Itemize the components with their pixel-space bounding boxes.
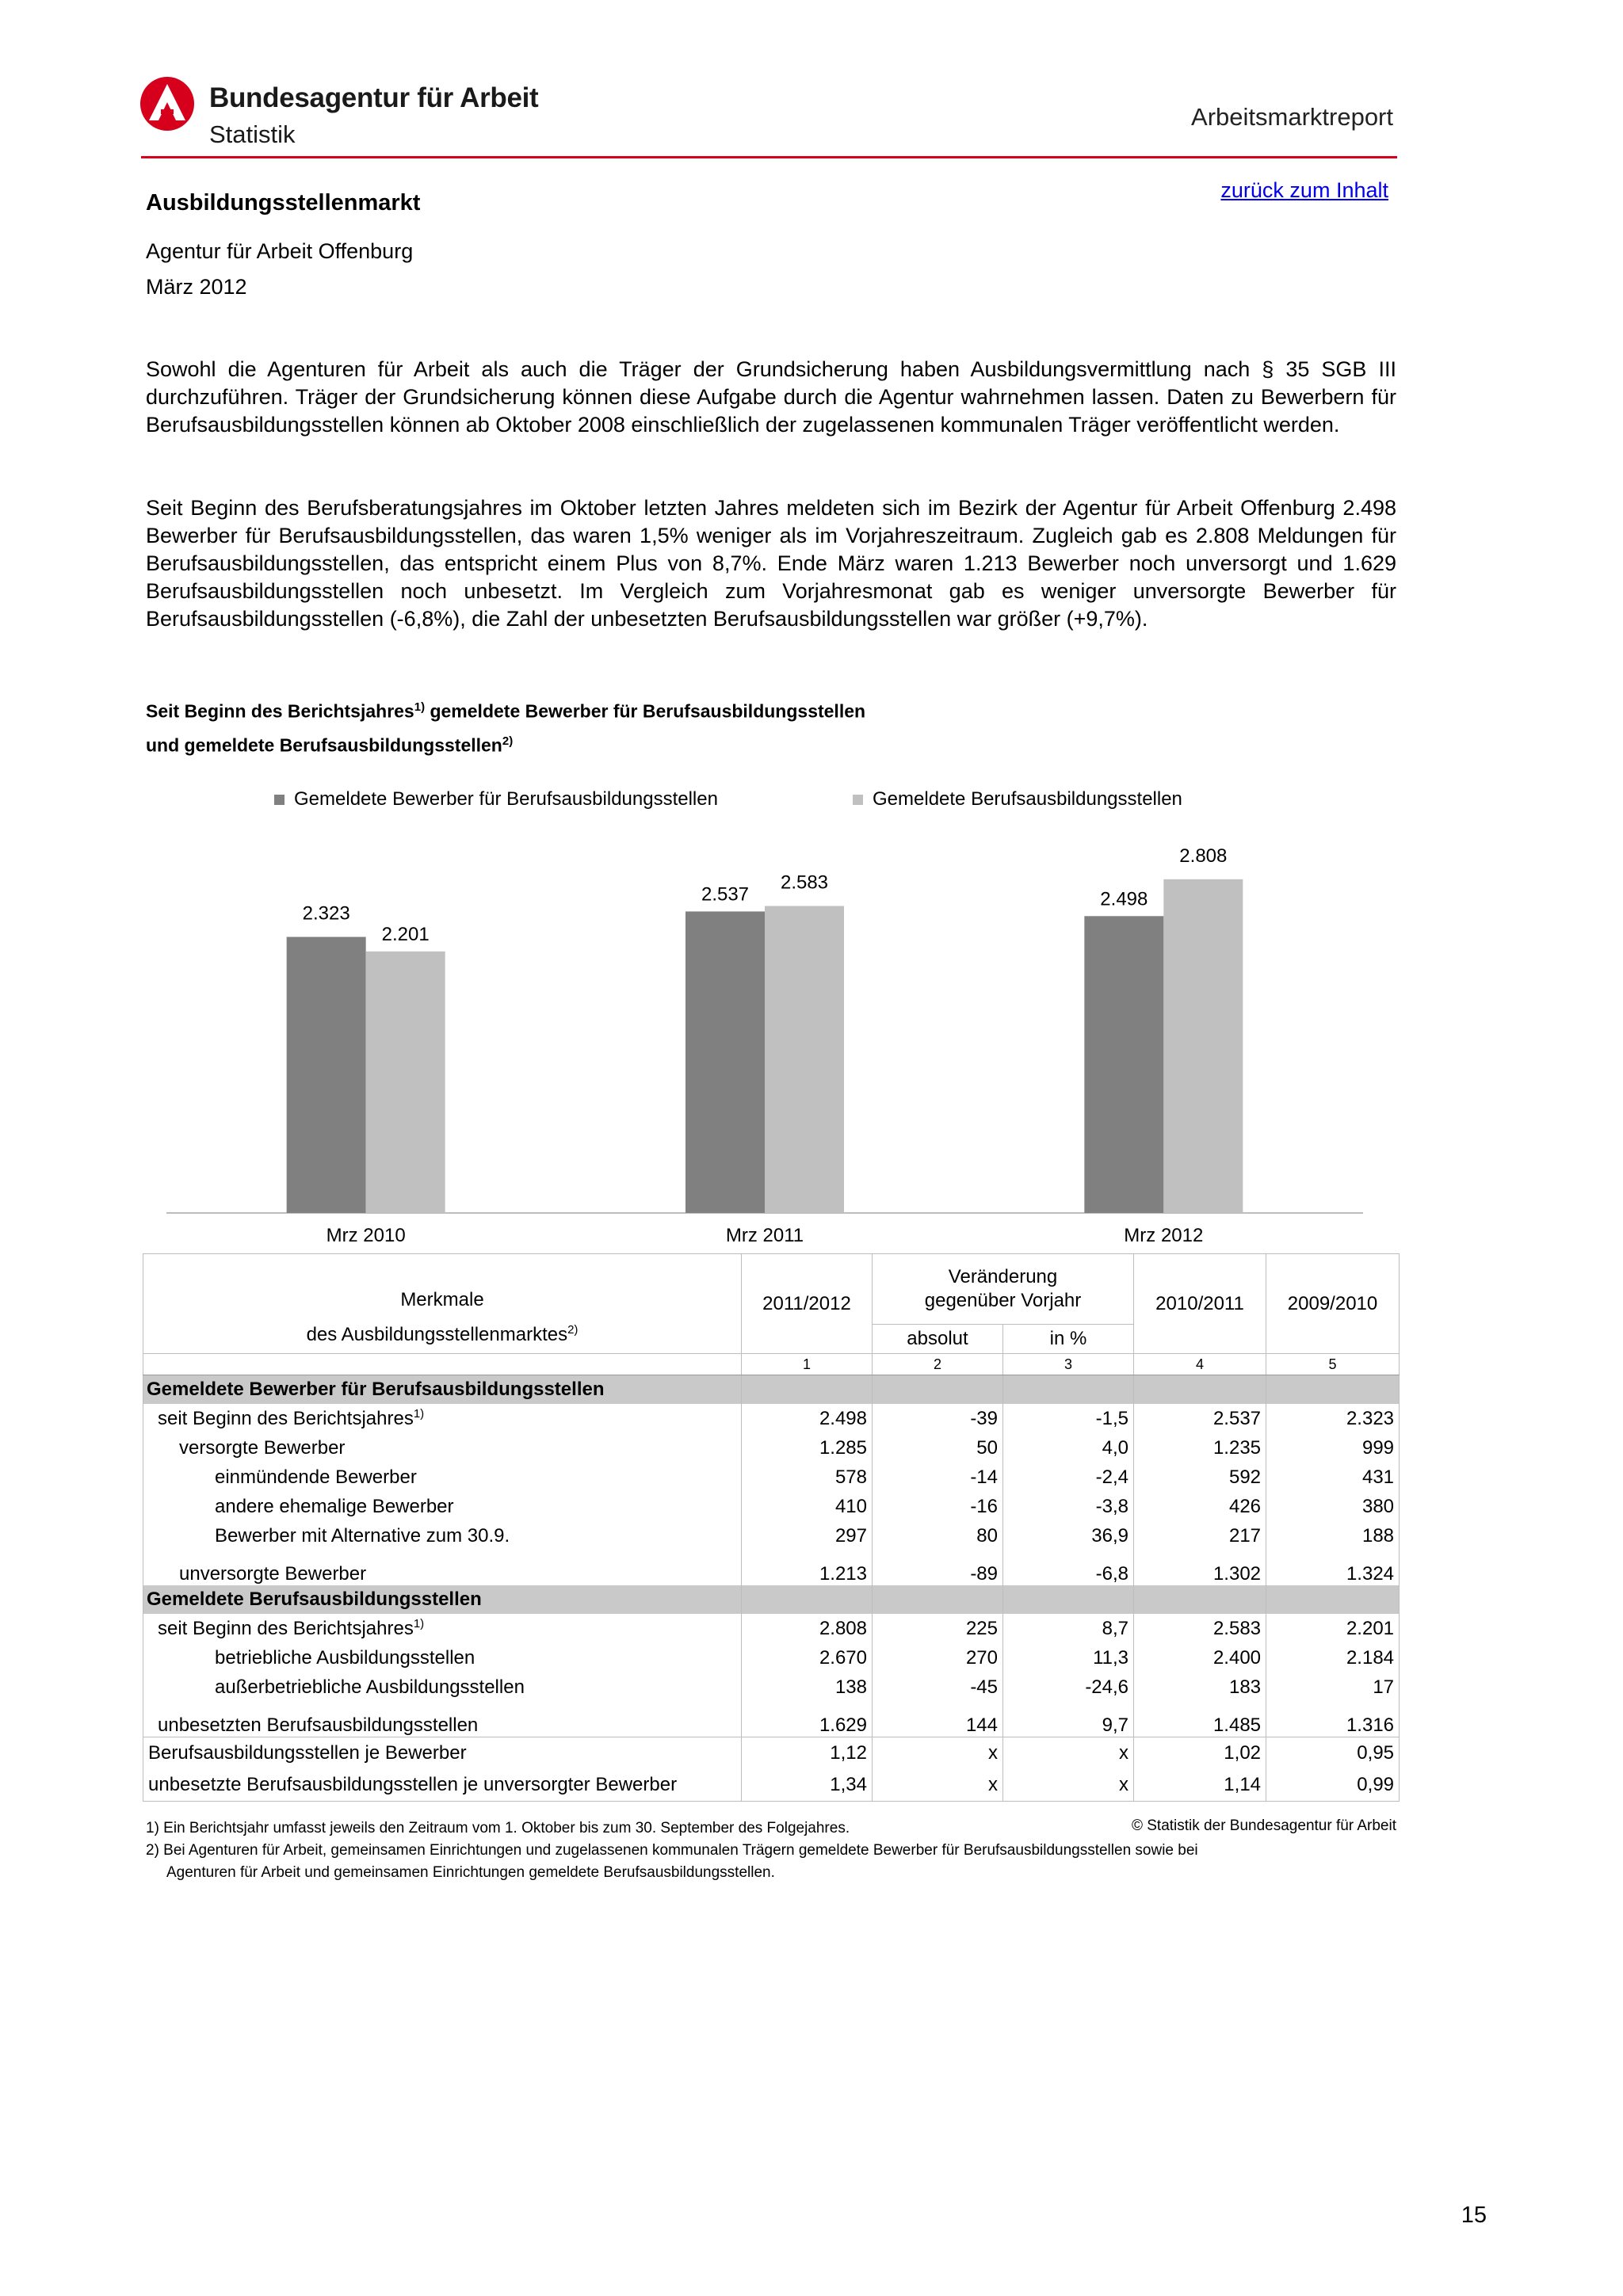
table-cell: 1.324 xyxy=(1266,1550,1400,1585)
table-row xyxy=(143,1463,1400,1492)
column-header-absolute: absolut xyxy=(873,1325,1003,1354)
table-row xyxy=(143,1672,1400,1702)
table-cell: 0,99 xyxy=(1266,1769,1400,1802)
column-header-2009-2010: 2009/2010 xyxy=(1266,1254,1400,1354)
org-subtitle: Statistik xyxy=(209,120,296,148)
table-cell: 1.629 xyxy=(742,1702,873,1737)
table-cell: -24,6 xyxy=(1003,1672,1134,1702)
table-cell: 431 xyxy=(1266,1463,1400,1492)
table-cell: x xyxy=(873,1737,1003,1770)
row-label xyxy=(143,1521,742,1550)
row-label: unbesetzte Berufsausbildungsstellen je unversorgter Bewerber xyxy=(143,1769,742,1802)
x-tick-label: Mrz 2011 xyxy=(725,1225,804,1246)
x-tick-label: Mrz 2012 xyxy=(1124,1225,1204,1246)
table-cell: -2,4 xyxy=(1003,1463,1134,1492)
column-header-2011-2012: 2011/2012 xyxy=(742,1254,873,1354)
header-text: des Ausbildungsstellenmarktes xyxy=(306,1324,568,1345)
table-cell: 36,9 xyxy=(1003,1521,1134,1550)
ratio-row xyxy=(143,1769,1400,1802)
bar-positions-0 xyxy=(366,952,445,1213)
row-label-text: unbesetzten Berufsausbildungsstellen xyxy=(158,1714,479,1736)
table-cell: -3,8 xyxy=(1003,1492,1134,1521)
data-label: 2.201 xyxy=(381,923,430,945)
back-to-contents-link[interactable]: zurück zum Inhalt xyxy=(1220,178,1388,202)
row-label xyxy=(143,1702,742,1737)
section-fill xyxy=(742,1375,873,1405)
section-title: Ausbildungsstellenmarkt xyxy=(146,190,421,215)
data-label: 2.323 xyxy=(302,902,350,925)
report-period: März 2012 xyxy=(146,275,247,299)
table-cell: 138 xyxy=(742,1672,873,1702)
column-number: 3 xyxy=(1003,1354,1134,1375)
legend-label: Gemeldete Berufsausbildungsstellen xyxy=(873,788,1182,810)
row-label-text: betriebliche Ausbildungsstellen xyxy=(215,1646,475,1669)
column-number: 5 xyxy=(1266,1354,1400,1375)
table-cell: 2.400 xyxy=(1134,1643,1266,1672)
table-row xyxy=(143,1521,1400,1550)
table-cell: 410 xyxy=(742,1492,873,1521)
table-cell: 1.316 xyxy=(1266,1702,1400,1737)
section-title: Gemeldete Berufsausbildungsstellen xyxy=(143,1585,742,1614)
column-header-change xyxy=(873,1254,1134,1325)
table-cell: -16 xyxy=(873,1492,1003,1521)
row-label-text: unversorgte Bewerber xyxy=(179,1563,367,1585)
section-fill xyxy=(1266,1585,1400,1614)
column-number: 1 xyxy=(742,1354,873,1375)
section-fill xyxy=(1003,1375,1134,1405)
table-row xyxy=(143,1614,1400,1643)
data-label: 2.583 xyxy=(780,871,829,894)
table-cell: 380 xyxy=(1266,1492,1400,1521)
section-fill xyxy=(1266,1375,1400,1405)
row-label-text: außerbetriebliche Ausbildungsstellen xyxy=(215,1676,525,1698)
report-title: Arbeitsmarktreport xyxy=(1191,103,1393,131)
x-tick-label: Mrz 2010 xyxy=(326,1225,406,1246)
table-cell: 217 xyxy=(1134,1521,1266,1550)
table-cell: 1.285 xyxy=(742,1433,873,1463)
row-label xyxy=(143,1433,742,1463)
table-cell: 11,3 xyxy=(1003,1643,1134,1672)
bar-positions-1 xyxy=(765,906,844,1213)
row-label xyxy=(143,1404,742,1433)
table-cell: 0,95 xyxy=(1266,1737,1400,1770)
row-label-text: Bewerber mit Alternative zum 30.9. xyxy=(215,1524,510,1547)
table-cell: x xyxy=(873,1769,1003,1802)
bar-positions-2 xyxy=(1163,879,1243,1213)
statistics-table xyxy=(143,1253,1400,1802)
table-row xyxy=(143,1433,1400,1463)
table-cell: 188 xyxy=(1266,1521,1400,1550)
row-label xyxy=(143,1463,742,1492)
table-cell: 2.201 xyxy=(1266,1614,1400,1643)
table-cell: x xyxy=(1003,1769,1134,1802)
table-cell: -14 xyxy=(873,1463,1003,1492)
chart-title-text: und gemeldete Berufsausbildungsstellen xyxy=(146,734,502,756)
bar-applicants-0 xyxy=(287,937,366,1213)
row-label xyxy=(143,1643,742,1672)
table-cell: 2.808 xyxy=(742,1614,873,1643)
table-cell: 2.184 xyxy=(1266,1643,1400,1672)
table-cell: 183 xyxy=(1134,1672,1266,1702)
header-text: Merkmale xyxy=(400,1289,484,1310)
table-cell: 1,34 xyxy=(742,1769,873,1802)
row-label-text: einmündende Bewerber xyxy=(215,1466,417,1488)
page-number: 15 xyxy=(1461,2203,1487,2228)
row-label-text: seit Beginn des Berichtsjahres xyxy=(158,1618,414,1639)
table-cell: 8,7 xyxy=(1003,1614,1134,1643)
table-cell: 2.498 xyxy=(742,1404,873,1433)
table-cell: 17 xyxy=(1266,1672,1400,1702)
table-cell: 2.583 xyxy=(1134,1614,1266,1643)
section-fill xyxy=(1134,1375,1266,1405)
table-cell: 1.213 xyxy=(742,1550,873,1585)
row-label xyxy=(143,1672,742,1702)
header-text: Veränderung xyxy=(948,1266,1058,1287)
table-cell: 1,02 xyxy=(1134,1737,1266,1770)
section-fill xyxy=(873,1585,1003,1614)
table-cell: 1,12 xyxy=(742,1737,873,1770)
row-label: Berufsausbildungsstellen je Bewerber xyxy=(143,1737,742,1770)
table-cell: 2.537 xyxy=(1134,1404,1266,1433)
data-label: 2.808 xyxy=(1179,845,1228,867)
footnote-ref: 2) xyxy=(567,1323,579,1337)
table-cell: 270 xyxy=(873,1643,1003,1672)
agency-name: Agentur für Arbeit Offenburg xyxy=(146,239,414,263)
copyright: © Statistik der Bundesagentur für Arbeit xyxy=(1131,1817,1396,1834)
chart-title-text: Seit Beginn des Berichtsjahres xyxy=(146,700,414,722)
footnote-ref: 1) xyxy=(413,1407,425,1421)
table-cell: -1,5 xyxy=(1003,1404,1134,1433)
footnote-ref: 1) xyxy=(413,1617,425,1630)
section-fill xyxy=(873,1375,1003,1405)
table-row xyxy=(143,1404,1400,1433)
row-label-text: seit Beginn des Berichtsjahres xyxy=(158,1408,414,1429)
section-title: Gemeldete Bewerber für Berufsausbildungsstellen xyxy=(143,1375,742,1405)
section-fill xyxy=(742,1585,873,1614)
footnote-2-continued: Agenturen für Arbeit und gemeinsamen Einrichtungen gemeldete Berufsausbildungsstellen. xyxy=(166,1864,775,1881)
table-cell: 2.670 xyxy=(742,1643,873,1672)
column-number xyxy=(143,1354,742,1375)
row-label-text: andere ehemalige Bewerber xyxy=(215,1495,454,1517)
table-cell: 225 xyxy=(873,1614,1003,1643)
table-cell: 578 xyxy=(742,1463,873,1492)
footnote-ref: 2) xyxy=(502,734,514,748)
table-cell: 1.302 xyxy=(1134,1550,1266,1585)
table-cell: 1.235 xyxy=(1134,1433,1266,1463)
table-cell: x xyxy=(1003,1737,1134,1770)
table-cell: 9,7 xyxy=(1003,1702,1134,1737)
table-cell: 999 xyxy=(1266,1433,1400,1463)
section-header-row xyxy=(143,1375,1400,1405)
table-cell: 1.485 xyxy=(1134,1702,1266,1737)
ratio-row xyxy=(143,1737,1400,1770)
chart-title-text: gemeldete Bewerber für Berufsausbildungsstellen xyxy=(425,700,866,722)
table-row xyxy=(143,1643,1400,1672)
row-label xyxy=(143,1550,742,1585)
footnote-1: 1) Ein Berichtsjahr umfasst jeweils den Zeitraum vom 1. Oktober bis zum 30. September des Folgejahres. xyxy=(146,1820,850,1836)
intro-paragraph: Sowohl die Agenturen für Arbeit als auch die Träger der Grundsicherung haben Ausbildungsvermittlung nach § 35 SGB III durchzuführen. Träger der Grundsicherung können diese Aufgabe durch die Agentur wahrnehmen lassen. Daten zu Bewerbern für Berufsausbildungsstellen können ab Oktober 2008 einschließlich der zugelassenen kommunalen Träger veröffentlicht werden. xyxy=(146,357,1396,437)
table-cell: -39 xyxy=(873,1404,1003,1433)
column-number: 4 xyxy=(1134,1354,1266,1375)
bar-applicants-1 xyxy=(685,911,765,1213)
row-label xyxy=(143,1614,742,1643)
header-text: gegenüber Vorjahr xyxy=(924,1290,1082,1311)
table-cell: 144 xyxy=(873,1702,1003,1737)
data-label: 2.537 xyxy=(701,883,750,906)
table-row xyxy=(143,1492,1400,1521)
data-label: 2.498 xyxy=(1100,888,1148,910)
bar-applicants-2 xyxy=(1084,916,1163,1213)
column-number: 2 xyxy=(873,1354,1003,1375)
summary-paragraph: Seit Beginn des Berufsberatungsjahres im Oktober letzten Jahres meldeten sich im Bezirk der Agentur für Arbeit Offenburg 2.498 Bewerber für Berufsausbildungsstellen, das waren 1,5% weniger als im Vorjahreszeitraum. Zugleich gab es 2.808 Meldungen für Berufsausbildungsstellen, das entspricht einem Plus von 8,7%. Ende März waren 1.213 Bewerber noch unversorgt und 1.629 Berufsausbildungsstellen noch unbesetzt. Im Vergleich zum Vorjahresmonat gab es weniger unversorgte Bewerber für Berufsausbildungsstellen (-6,8%), die Zahl der unbesetzten Berufsausbildungsstellen war größer (+9,7%). xyxy=(146,496,1396,631)
table-cell: 2.323 xyxy=(1266,1404,1400,1433)
table-cell: 4,0 xyxy=(1003,1433,1134,1463)
section-fill xyxy=(1134,1585,1266,1614)
table-cell: -45 xyxy=(873,1672,1003,1702)
table-cell: 1,14 xyxy=(1134,1769,1266,1802)
table-cell: 50 xyxy=(873,1433,1003,1463)
org-name: Bundesagentur für Arbeit xyxy=(209,82,539,113)
footnote-ref: 1) xyxy=(414,700,426,714)
footnote-2: 2) Bei Agenturen für Arbeit, gemeinsamen Einrichtungen und zugelassenen kommunalen Trägern gemeldete Bewerber für Berufsausbildungsstellen sowie bei xyxy=(146,1842,1198,1859)
row-label xyxy=(143,1492,742,1521)
row-label-text: versorgte Bewerber xyxy=(179,1436,346,1459)
table-cell: 426 xyxy=(1134,1492,1266,1521)
column-header-percent: in % xyxy=(1003,1325,1134,1354)
legend-label: Gemeldete Bewerber für Berufsausbildungsstellen xyxy=(294,788,718,810)
section-fill xyxy=(1003,1585,1134,1614)
table-cell: -6,8 xyxy=(1003,1550,1134,1585)
column-header-merkmale xyxy=(143,1254,742,1354)
table-row xyxy=(143,1702,1400,1737)
section-header-row xyxy=(143,1585,1400,1614)
table-row xyxy=(143,1550,1400,1585)
table-cell: 297 xyxy=(742,1521,873,1550)
table-cell: -89 xyxy=(873,1550,1003,1585)
table-cell: 592 xyxy=(1134,1463,1266,1492)
column-header-2010-2011: 2010/2011 xyxy=(1134,1254,1266,1354)
table-cell: 80 xyxy=(873,1521,1003,1550)
